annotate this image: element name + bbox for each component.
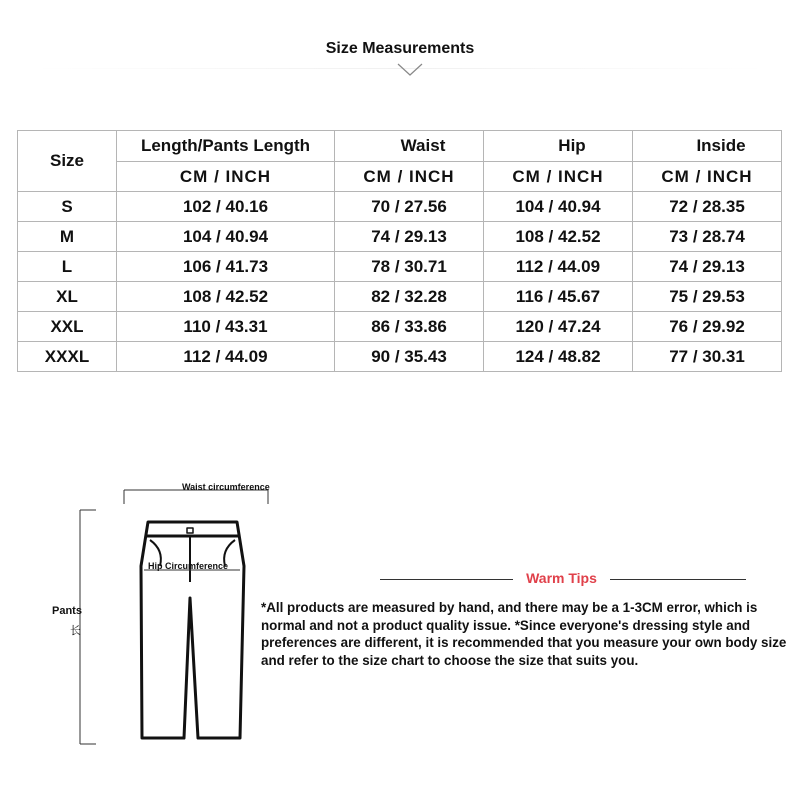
size-cell: M bbox=[18, 222, 117, 252]
length-cell: 108 / 42.52 bbox=[117, 282, 335, 312]
length-cell: 104 / 40.94 bbox=[117, 222, 335, 252]
table-row bbox=[18, 252, 782, 282]
length-cell: 110 / 43.31 bbox=[117, 312, 335, 342]
size-cell: XL bbox=[18, 282, 117, 312]
column-header-inside: Inside bbox=[633, 131, 782, 162]
hip-cell: 120 / 47.24 bbox=[484, 312, 633, 342]
inside-cell: 76 / 29.92 bbox=[633, 312, 782, 342]
length-cell: 102 / 40.16 bbox=[117, 192, 335, 222]
pants-length-measure-line bbox=[80, 510, 96, 744]
pants-label: Pants bbox=[52, 605, 82, 617]
page-title: Size Measurements bbox=[325, 40, 475, 57]
unit-label: CM / INCH bbox=[484, 162, 633, 192]
size-table bbox=[17, 130, 782, 372]
tips-divider-right bbox=[610, 579, 746, 580]
pants-outline bbox=[141, 522, 244, 738]
table-row bbox=[18, 192, 782, 222]
size-cell: XXXL bbox=[18, 342, 117, 372]
size-cell: XXL bbox=[18, 312, 117, 342]
column-header-length: Length/Pants Length bbox=[117, 131, 335, 162]
size-cell: L bbox=[18, 252, 117, 282]
column-header-waist: Waist bbox=[335, 131, 484, 162]
warm-tips-title: Warm Tips bbox=[526, 570, 597, 586]
size-header: Size bbox=[18, 131, 117, 192]
tips-divider-left bbox=[380, 579, 513, 580]
length-cell: 106 / 41.73 bbox=[117, 252, 335, 282]
hip-cell: 112 / 44.09 bbox=[484, 252, 633, 282]
size-table-body bbox=[18, 192, 782, 372]
inside-cell: 72 / 28.35 bbox=[633, 192, 782, 222]
waist-measure-line bbox=[124, 490, 268, 504]
table-row bbox=[18, 282, 782, 312]
table-row bbox=[18, 342, 782, 372]
waist-cell: 78 / 30.71 bbox=[335, 252, 484, 282]
table-row bbox=[18, 312, 782, 342]
table-row bbox=[18, 222, 782, 252]
hip-cell: 104 / 40.94 bbox=[484, 192, 633, 222]
unit-label: CM / INCH bbox=[633, 162, 782, 192]
waist-cell: 70 / 27.56 bbox=[335, 192, 484, 222]
unit-label: CM / INCH bbox=[117, 162, 335, 192]
hip-circumference-label: Hip Circumference bbox=[148, 561, 229, 571]
hip-cell: 116 / 45.67 bbox=[484, 282, 633, 312]
chevron-down-icon bbox=[396, 62, 424, 78]
waist-cell: 82 / 32.28 bbox=[335, 282, 484, 312]
waist-cell: 74 / 29.13 bbox=[335, 222, 484, 252]
hip-cell: 108 / 42.52 bbox=[484, 222, 633, 252]
inside-cell: 75 / 29.53 bbox=[633, 282, 782, 312]
length-cell: 112 / 44.09 bbox=[117, 342, 335, 372]
waist-cell: 86 / 33.86 bbox=[335, 312, 484, 342]
column-header-hip: Hip bbox=[484, 131, 633, 162]
inside-cell: 73 / 28.74 bbox=[633, 222, 782, 252]
waist-cell: 90 / 35.43 bbox=[335, 342, 484, 372]
unit-label: CM / INCH bbox=[335, 162, 484, 192]
inside-cell: 77 / 30.31 bbox=[633, 342, 782, 372]
hip-cell: 124 / 48.82 bbox=[484, 342, 633, 372]
size-cell: S bbox=[18, 192, 117, 222]
waist-circumference-label: Waist circumference bbox=[182, 482, 270, 492]
inside-cell: 74 / 29.13 bbox=[633, 252, 782, 282]
warm-tips-body: *All products are measured by hand, and there may be a 1-3CM error, which is normal and not a product quality issue. *Since everyone's dressing style and preferences are different, it is recommended that you measure your own body size and refer to the size chart to choose the size that suits you. bbox=[261, 600, 787, 668]
pants-length-glyph: 长 bbox=[70, 625, 81, 637]
